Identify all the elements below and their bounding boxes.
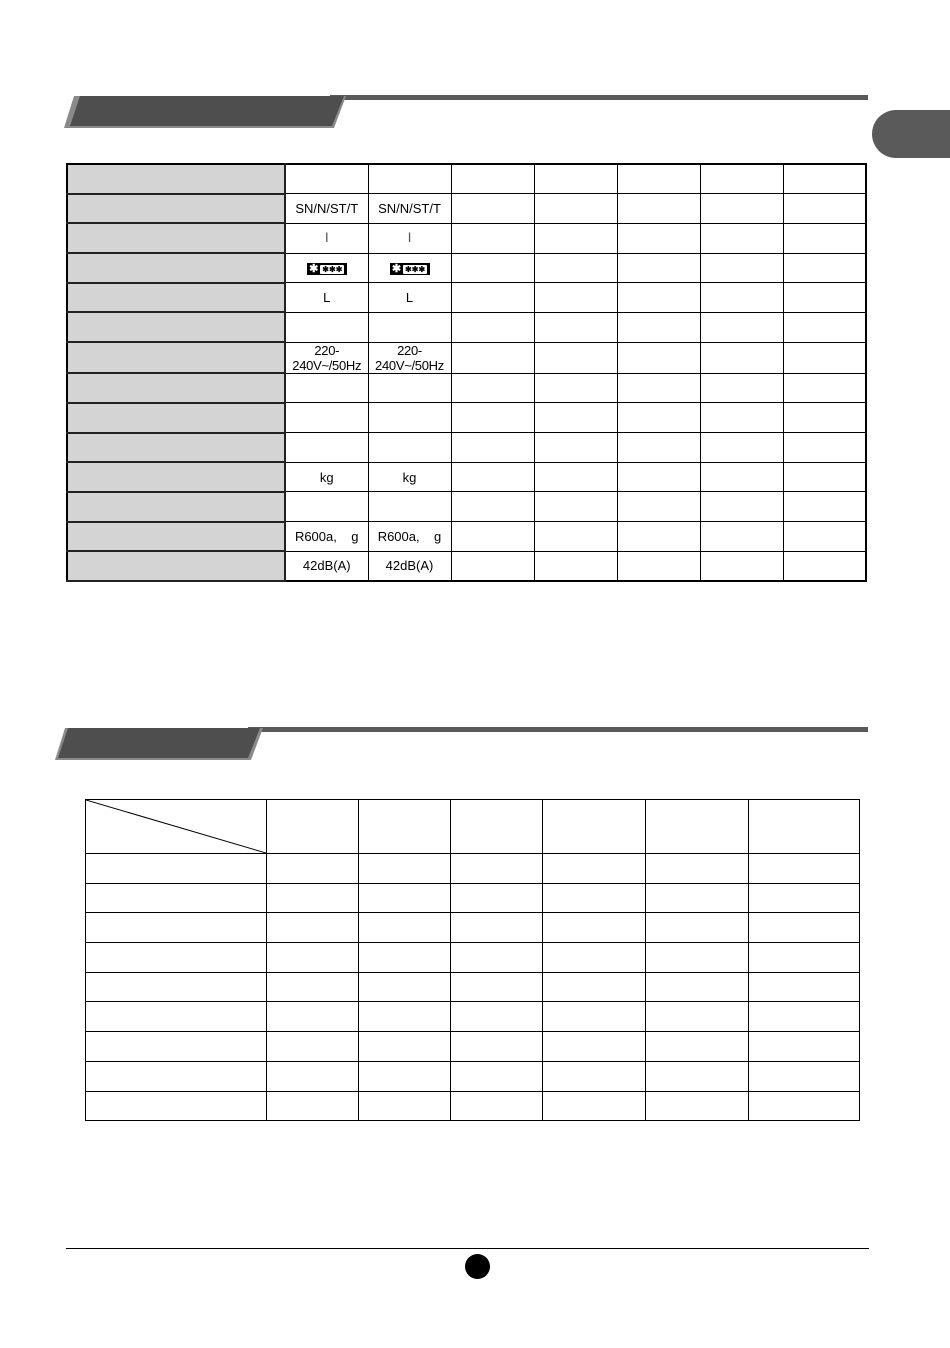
climate-class-cell: SN/N/ST/T: [285, 194, 368, 224]
table-cell: [534, 551, 617, 581]
header-cell: [267, 800, 359, 854]
table-row: [67, 164, 866, 194]
table-cell: [617, 194, 700, 224]
table-cell: [359, 1091, 451, 1121]
table-cell: [646, 1091, 749, 1121]
table-cell: [451, 223, 534, 253]
freezer-star-rating-icon: ✱ ✱✱✱: [307, 263, 347, 275]
table-cell: [451, 312, 534, 342]
table-cell: [543, 913, 646, 943]
refrigerant-cell: R600a, g: [368, 522, 451, 552]
row-label-cell: [67, 283, 285, 313]
table-cell: [700, 342, 783, 373]
table-cell: [543, 883, 646, 913]
table-cell: [86, 1002, 267, 1032]
table-cell: [368, 433, 451, 463]
table-cell: [451, 194, 534, 224]
table-row: [67, 194, 866, 224]
table-cell: [534, 373, 617, 403]
row-label-cell: [67, 551, 285, 581]
table-cell: [646, 1032, 749, 1062]
row-label-cell: [67, 164, 285, 194]
freezer-rating-cell: [285, 253, 368, 283]
table-cell: [267, 1061, 359, 1091]
table-cell: [368, 403, 451, 433]
table-cell: [700, 283, 783, 313]
table-cell: [534, 522, 617, 552]
table-cell: [646, 913, 749, 943]
freezer-star-rating-icon: ✱ ✱✱✱: [390, 263, 430, 275]
table-cell: [700, 551, 783, 581]
table-row: [67, 492, 866, 522]
table-cell: [749, 1032, 860, 1062]
freezer-rating-cell: [368, 253, 451, 283]
table-cell: [617, 522, 700, 552]
table-cell: [368, 312, 451, 342]
volume-cell: L: [285, 283, 368, 313]
table-cell: [285, 373, 368, 403]
table-cell: [783, 283, 866, 313]
table-row: [67, 223, 866, 253]
comparison-grid-table: [85, 799, 860, 1121]
table-cell: [534, 433, 617, 463]
table-cell: [451, 522, 534, 552]
table-cell: [267, 1032, 359, 1062]
table-cell: [543, 1032, 646, 1062]
table-cell: [359, 883, 451, 913]
row-label-cell: [67, 194, 285, 224]
section-2-tab: [58, 728, 260, 758]
table-cell: [783, 342, 866, 373]
table-cell: [749, 943, 860, 973]
table-row: [67, 462, 866, 492]
table-cell: [617, 283, 700, 313]
table-cell: [451, 1091, 543, 1121]
table-cell: [617, 462, 700, 492]
footer-rule: [66, 1248, 869, 1249]
section-2-rule: [248, 727, 868, 732]
table-cell: [534, 164, 617, 194]
table-cell: [451, 913, 543, 943]
table-cell: [783, 253, 866, 283]
table-cell: [749, 972, 860, 1002]
table-cell: [783, 373, 866, 403]
table-cell: [534, 312, 617, 342]
table-cell: [783, 462, 866, 492]
table-cell: [359, 972, 451, 1002]
table-cell: [617, 373, 700, 403]
table-cell: [267, 1002, 359, 1032]
table-cell: [534, 253, 617, 283]
table-cell: [451, 943, 543, 973]
protection-class-cell: Ⅰ: [368, 223, 451, 253]
row-label-cell: [67, 223, 285, 253]
table-cell: [700, 312, 783, 342]
header-cell: [646, 800, 749, 854]
table-cell: [86, 883, 267, 913]
table-cell: [359, 1061, 451, 1091]
table-row: [67, 373, 866, 403]
row-label-cell: [67, 433, 285, 463]
table-cell: [451, 492, 534, 522]
table-row: [86, 943, 860, 973]
table-cell: [534, 462, 617, 492]
table-cell: [534, 403, 617, 433]
table-row: [67, 283, 866, 313]
table-row: [86, 913, 860, 943]
table-cell: [749, 1061, 860, 1091]
section-1-tab: [70, 96, 344, 126]
table-cell: [783, 403, 866, 433]
table-row: [67, 342, 866, 373]
table-cell: [617, 433, 700, 463]
table-cell: [543, 1002, 646, 1032]
table-cell: [86, 1032, 267, 1062]
table-cell: [267, 854, 359, 884]
table-cell: [368, 373, 451, 403]
table-cell: [700, 194, 783, 224]
table-cell: [359, 1002, 451, 1032]
table-cell: [749, 913, 860, 943]
table-cell: [646, 854, 749, 884]
table-cell: [617, 403, 700, 433]
table-cell: [543, 1091, 646, 1121]
table-cell: [783, 312, 866, 342]
table-row: [67, 403, 866, 433]
specifications-table: [66, 163, 867, 582]
row-label-cell: [67, 373, 285, 403]
noise-level-cell: 42dB(A): [368, 551, 451, 581]
table-cell: [700, 433, 783, 463]
table-cell: [700, 403, 783, 433]
table-cell: [359, 943, 451, 973]
diagonal-divider: [86, 800, 266, 853]
table-row: [67, 522, 866, 552]
table-cell: [783, 164, 866, 194]
table-cell: [783, 492, 866, 522]
row-label-cell: [67, 522, 285, 552]
table-cell: [534, 223, 617, 253]
table-cell: [783, 194, 866, 224]
row-label-cell: [67, 403, 285, 433]
table-cell: [359, 854, 451, 884]
table-cell: [267, 1091, 359, 1121]
table-cell: [368, 164, 451, 194]
weight-cell: kg: [285, 462, 368, 492]
table-cell: [285, 492, 368, 522]
table-cell: [783, 551, 866, 581]
row-label-cell: [67, 492, 285, 522]
table-cell: [700, 492, 783, 522]
table-cell: [267, 972, 359, 1002]
row-label-cell: [67, 462, 285, 492]
table-cell: [543, 854, 646, 884]
row-label-cell: [67, 312, 285, 342]
table-cell: [451, 1061, 543, 1091]
table-cell: [86, 972, 267, 1002]
table-row: [67, 253, 866, 283]
table-cell: [451, 854, 543, 884]
table-cell: [359, 1032, 451, 1062]
table-cell: [534, 342, 617, 373]
table-cell: [451, 1032, 543, 1062]
refrigerant-cell: R600a, g: [285, 522, 368, 552]
table-cell: [451, 164, 534, 194]
diagonal-header-cell: [86, 800, 267, 854]
table-cell: [700, 253, 783, 283]
table-cell: [700, 522, 783, 552]
table-cell: [749, 1091, 860, 1121]
table-cell: [700, 223, 783, 253]
table-cell: [749, 1002, 860, 1032]
voltage-cell: 220-240V~/50Hz: [285, 342, 368, 373]
table-row: [86, 972, 860, 1002]
table-cell: [451, 342, 534, 373]
table-cell: [617, 223, 700, 253]
row-label-cell: [67, 253, 285, 283]
table-header-row: [86, 800, 860, 854]
table-cell: [267, 913, 359, 943]
table-cell: [534, 492, 617, 522]
table-cell: [451, 253, 534, 283]
table-cell: [285, 403, 368, 433]
table-cell: [451, 283, 534, 313]
table-cell: [86, 1091, 267, 1121]
volume-cell: L: [368, 283, 451, 313]
table-cell: [617, 342, 700, 373]
table-cell: [451, 1002, 543, 1032]
table-cell: [451, 433, 534, 463]
table-cell: [700, 164, 783, 194]
table-cell: [617, 492, 700, 522]
table-cell: [617, 253, 700, 283]
protection-class-cell: Ⅰ: [285, 223, 368, 253]
header-cell: [543, 800, 646, 854]
table-row: [86, 1061, 860, 1091]
climate-class-cell: SN/N/ST/T: [368, 194, 451, 224]
table-cell: [451, 551, 534, 581]
noise-level-cell: 42dB(A): [285, 551, 368, 581]
table-row: [86, 1032, 860, 1062]
table-cell: [451, 972, 543, 1002]
table-cell: [617, 164, 700, 194]
table-cell: [534, 283, 617, 313]
table-row: [67, 551, 866, 581]
table-row: [67, 312, 866, 342]
table-cell: [267, 943, 359, 973]
table-cell: [749, 854, 860, 884]
table-cell: [285, 433, 368, 463]
table-cell: [543, 1061, 646, 1091]
table-cell: [86, 943, 267, 973]
table-cell: [749, 883, 860, 913]
table-cell: [700, 373, 783, 403]
section-1-rule: [330, 95, 868, 100]
header-cell: [749, 800, 860, 854]
header-cell: [359, 800, 451, 854]
table-cell: [783, 522, 866, 552]
table-cell: [534, 194, 617, 224]
table-cell: [86, 854, 267, 884]
table-cell: [617, 312, 700, 342]
table-cell: [646, 1002, 749, 1032]
table-cell: [451, 462, 534, 492]
table-cell: [646, 883, 749, 913]
table-cell: [86, 913, 267, 943]
table-cell: [285, 312, 368, 342]
table-cell: [700, 462, 783, 492]
table-cell: [783, 223, 866, 253]
table-row: [86, 883, 860, 913]
table-cell: [646, 1061, 749, 1091]
table-cell: [543, 943, 646, 973]
table-row: [86, 1091, 860, 1121]
table-cell: [451, 403, 534, 433]
chapter-side-tab: [872, 110, 950, 158]
table-cell: [285, 164, 368, 194]
voltage-cell: 220-240V~/50Hz: [368, 342, 451, 373]
row-label-cell: [67, 342, 285, 373]
table-cell: [646, 943, 749, 973]
table-cell: [368, 492, 451, 522]
table-cell: [617, 551, 700, 581]
table-row: [86, 1002, 860, 1032]
table-cell: [267, 883, 359, 913]
table-row: [86, 854, 860, 884]
header-cell: [451, 800, 543, 854]
page-number-dot: [465, 1254, 490, 1279]
weight-cell: kg: [368, 462, 451, 492]
table-cell: [646, 972, 749, 1002]
table-cell: [543, 972, 646, 1002]
table-cell: [783, 433, 866, 463]
table-cell: [451, 883, 543, 913]
table-row: [67, 433, 866, 463]
table-cell: [86, 1061, 267, 1091]
table-cell: [451, 373, 534, 403]
table-cell: [359, 913, 451, 943]
